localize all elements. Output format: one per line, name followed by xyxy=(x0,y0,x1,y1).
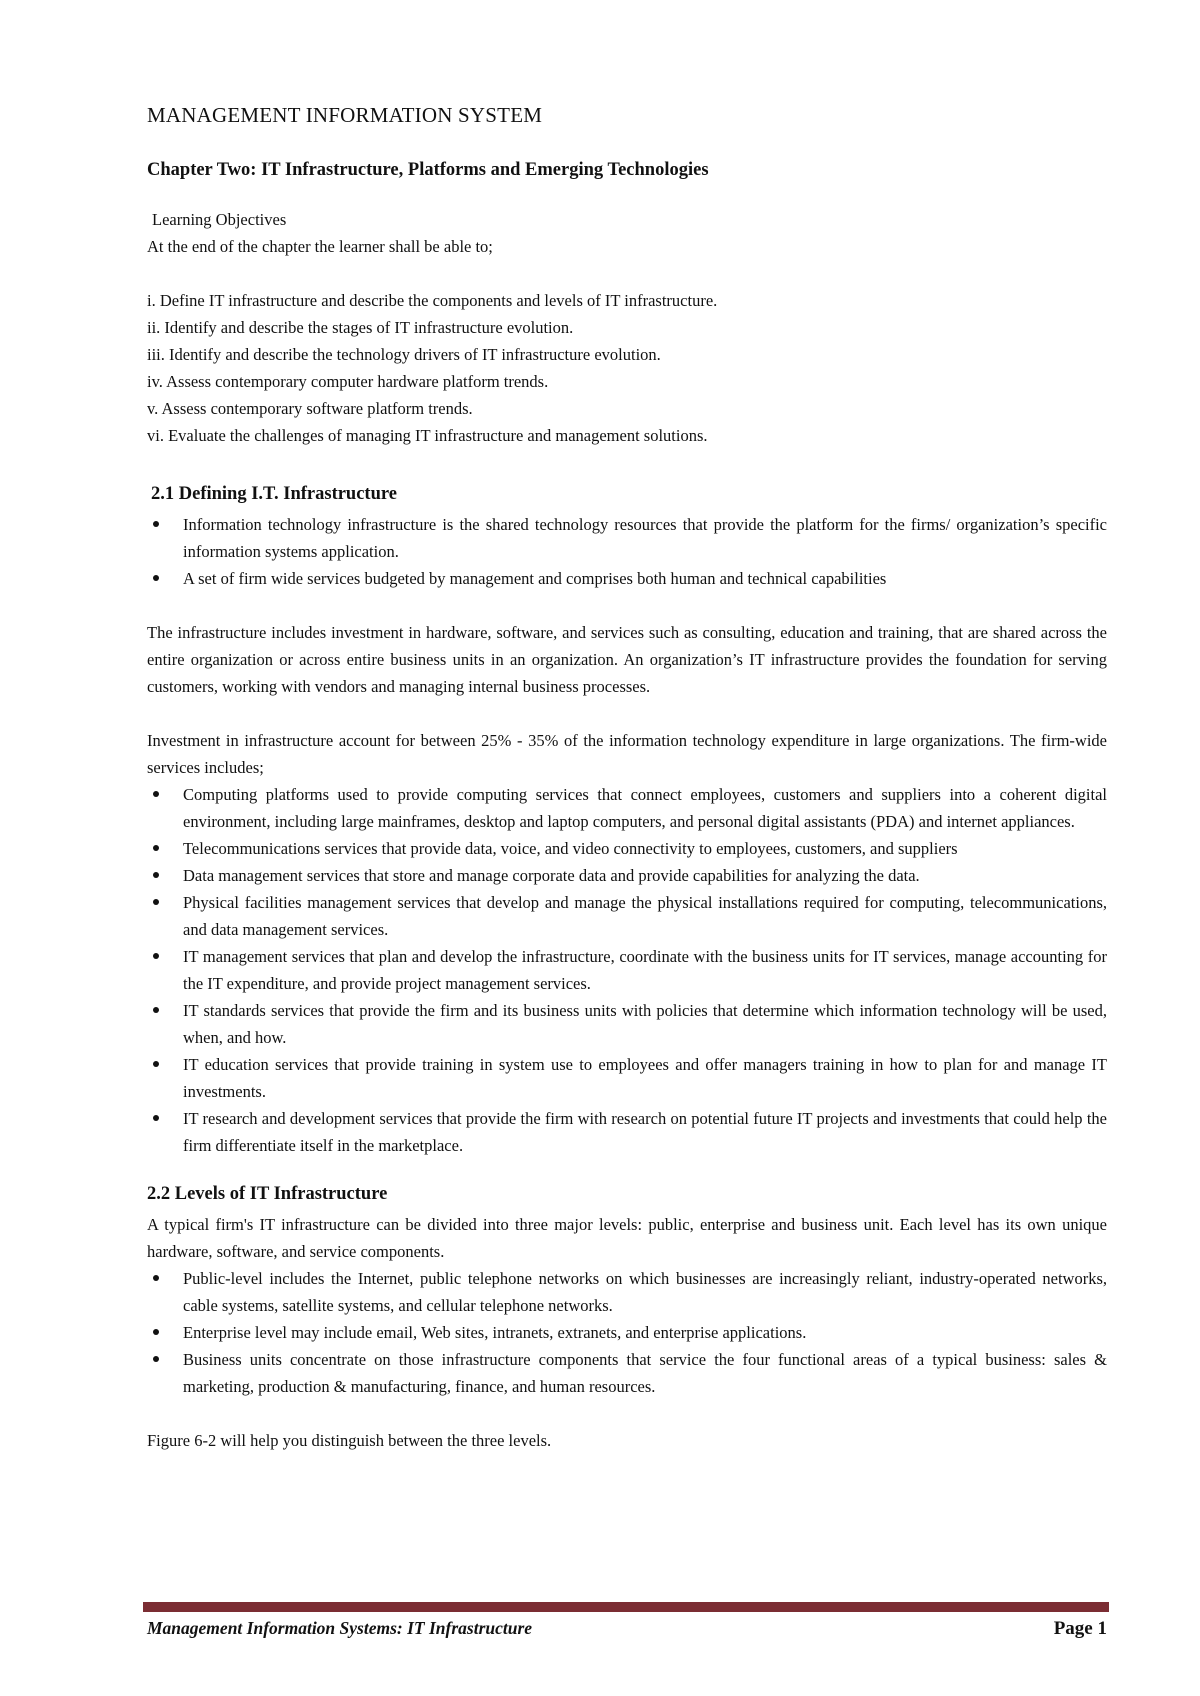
levels-bullet-list xyxy=(147,1265,1107,1400)
figure-reference-paragraph: Figure 6-2 will help you distinguish between the three levels. xyxy=(147,1431,552,1450)
page-number: Page 1 xyxy=(1053,1618,1107,1639)
infrastructure-paragraph: The infrastructure includes investment in hardware, software, and services such as consulting, education and training, that are shared across the entire organization or across entire business units in an organization. An organization’s IT infrastructure provides the foundation for serving customers, working with vendors and managing internal business processes. xyxy=(147,623,1107,696)
learning-objectives-heading: Learning Objectives xyxy=(152,210,287,229)
level-bullet: Public-level includes the Internet, public telephone networks on which businesses are increasingly reliant, industry-operated networks, cable systems, satellite systems, and cellular telephone networks. xyxy=(147,1265,1107,1319)
objective-item: v. Assess contemporary software platform trends. xyxy=(147,399,473,418)
objective-item: vi. Evaluate the challenges of managing IT infrastructure and management solutions. xyxy=(147,426,708,445)
spacer xyxy=(147,1159,1107,1179)
definition-bullet-list xyxy=(147,511,1107,592)
spacer xyxy=(147,592,1107,619)
service-bullet: IT management services that plan and develop the infrastructure, coordinate with the business units for IT services, manage accounting for the IT expenditure, and provide project management services. xyxy=(147,943,1107,997)
service-bullet: Telecommunications services that provide data, voice, and video connectivity to employees, customers, and suppliers xyxy=(147,835,1107,862)
objective-item: iii. Identify and describe the technology drivers of IT infrastructure evolution. xyxy=(147,345,661,364)
page-footer xyxy=(147,1618,1107,1648)
spacer xyxy=(147,1400,1107,1427)
levels-intro-paragraph: A typical firm's IT infrastructure can be divided into three major levels: public, enterprise and business unit. Each level has its own unique hardware, software, and service components. xyxy=(147,1215,1107,1261)
service-bullet: Data management services that store and manage corporate data and provide capabilities for analyzing the data. xyxy=(147,862,1107,889)
spacer xyxy=(147,700,1107,727)
section-heading-2-1: 2.1 Defining I.T. Infrastructure xyxy=(151,484,397,504)
service-bullet: IT research and development services that provide the firm with research on potential future IT projects and investments that could help the firm differentiate itself in the marketplace. xyxy=(147,1105,1107,1159)
level-bullet: Enterprise level may include email, Web sites, intranets, extranets, and enterprise applications. xyxy=(147,1319,1107,1346)
service-bullet: Physical facilities management services that develop and manage the physical installations required for computing, telecommunications, and data management services. xyxy=(147,889,1107,943)
learning-objectives-intro: At the end of the chapter the learner shall be able to; xyxy=(147,237,493,256)
footer-rule xyxy=(143,1602,1109,1612)
service-bullet: IT standards services that provide the firm and its business units with policies that determine which information technology will be used, when, and how. xyxy=(147,997,1107,1051)
service-bullet: Computing platforms used to provide computing services that connect employees, customers and suppliers into a coherent digital environment, including large mainframes, desktop and laptop computers, and personal digital assistants (PDA) and internet appliances. xyxy=(147,781,1107,835)
level-bullet: Business units concentrate on those infrastructure components that service the four functional areas of a typical business: sales & marketing, production & manufacturing, finance, and human resources. xyxy=(147,1346,1107,1400)
objective-item: iv. Assess contemporary computer hardware platform trends. xyxy=(147,372,549,391)
page-content xyxy=(147,100,1107,1454)
objective-item: i. Define IT infrastructure and describe the components and levels of IT infrastructure. xyxy=(147,291,718,310)
section-heading-2-2: 2.2 Levels of IT Infrastructure xyxy=(147,1184,388,1204)
definition-bullet: A set of firm wide services budgeted by management and comprises both human and technical capabilities xyxy=(147,565,1107,592)
definition-bullet: Information technology infrastructure is the shared technology resources that provide the platform for the firms/ organization’s specific information systems application. xyxy=(147,511,1107,565)
services-bullet-list xyxy=(147,781,1107,1159)
document-title: MANAGEMENT INFORMATION SYSTEM xyxy=(147,103,543,127)
service-bullet: IT education services that provide training in system use to employees and offer managers training in how to plan for and manage IT investments. xyxy=(147,1051,1107,1105)
objective-item: ii. Identify and describe the stages of IT infrastructure evolution. xyxy=(147,318,574,337)
learning-objectives-list xyxy=(147,287,1107,449)
chapter-title: Chapter Two: IT Infrastructure, Platforms and Emerging Technologies xyxy=(147,160,709,180)
footer-title: Management Information Systems: IT Infrastructure xyxy=(147,1618,533,1638)
investment-paragraph: Investment in infrastructure account for between 25% - 35% of the information technology expenditure in large organizations. The firm-wide services includes; xyxy=(147,731,1107,777)
